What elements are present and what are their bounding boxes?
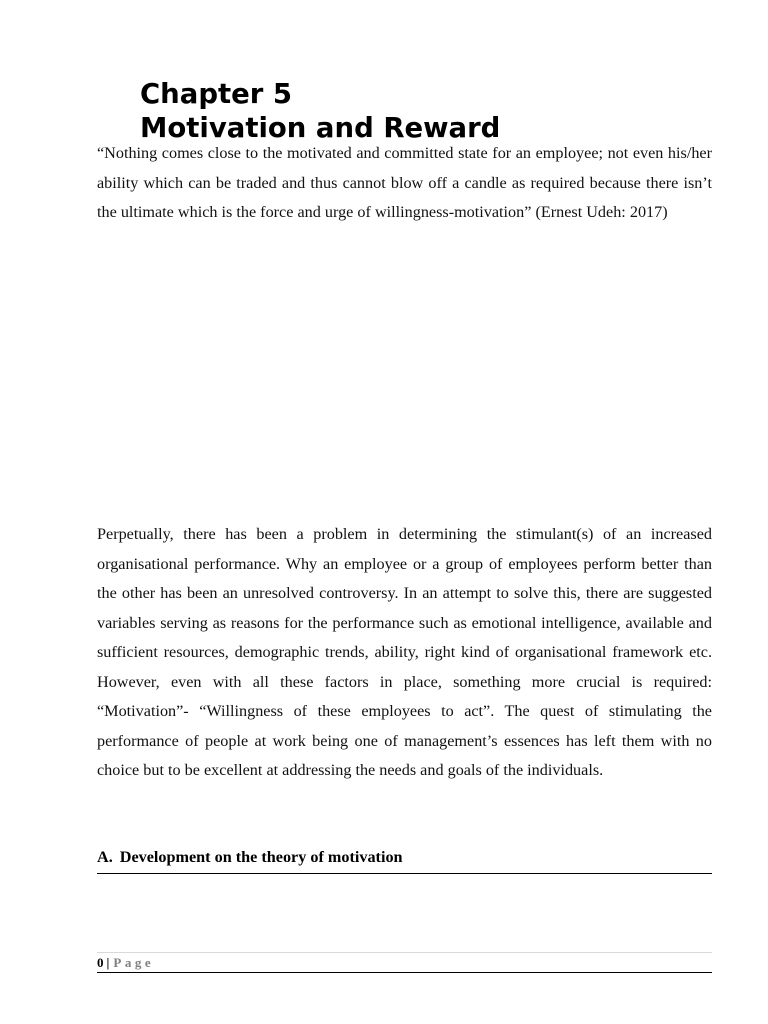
epigraph-quote: “Nothing comes close to the motivated and committed state for an employee; not even his/her ability which can be traded and thus cannot blow off a candle as required because there isn’t the ultimate which is the force and urge of willingness-motivation” (Ernest Udeh: 2017)	[97, 144, 712, 221]
page-footer	[97, 952, 712, 973]
section-heading	[97, 846, 712, 874]
intro-paragraph: Perpetually, there has been a problem in determining the stimulant(s) of an increased organisational performance. Why an employee or a group of employees perform better than the other has been an unresolved controversy. In an attempt to solve this, there are suggested variables serving as reasons for the performance such as emotional intelligence, available and sufficient resources, demographic trends, ability, right kind of organisational framework etc. However, even with all these factors in place, something more crucial is required: “Motivation”- “Willingness of these employees to act”. The quest of stimulating the performance of people at work being one of management’s essences has left them with no choice but to be excellent at addressing the needs and goals of the individuals.	[97, 525, 712, 779]
section-title: Development on the theory of motivation	[119, 848, 403, 866]
page-number: 0	[97, 955, 104, 970]
footer-separator: |	[106, 955, 110, 970]
chapter-heading	[140, 77, 500, 145]
chapter-title: Motivation and Reward	[140, 112, 501, 144]
page-label: Page	[113, 955, 155, 970]
section-marker: A.	[97, 848, 113, 866]
chapter-number: Chapter 5	[140, 78, 293, 110]
